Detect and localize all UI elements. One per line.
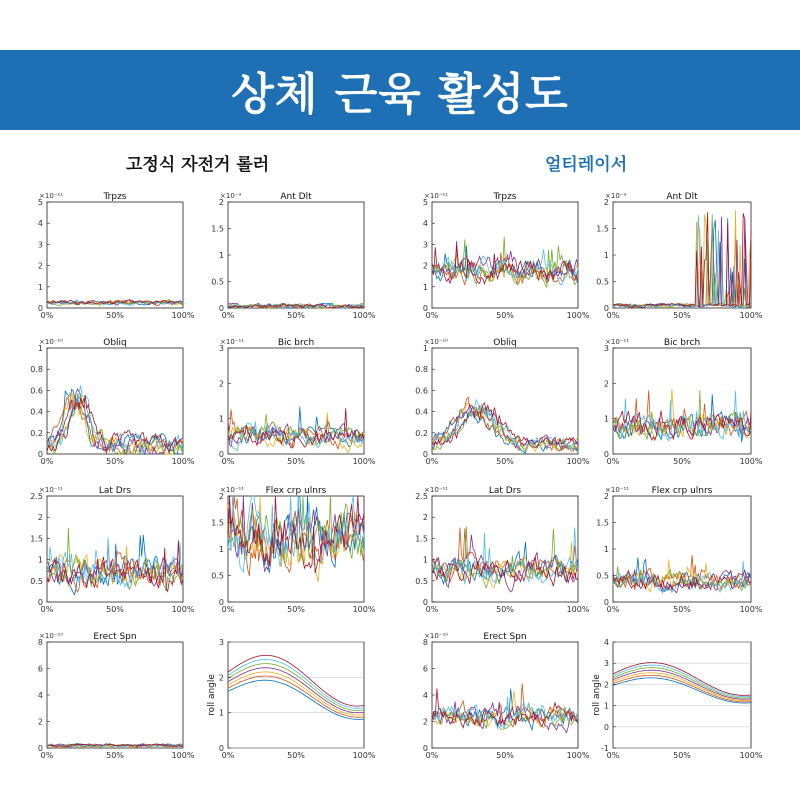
- x-tick-label: 50%: [496, 751, 514, 760]
- x-tick-label: 100%: [739, 751, 763, 760]
- y-tick-label: 2.5: [415, 492, 428, 501]
- y-tick-label: 2: [603, 379, 609, 389]
- x-tick-label: 50%: [673, 311, 691, 320]
- y-tick-label: 1: [218, 414, 224, 424]
- chart-title: Trpzs: [493, 192, 517, 202]
- y-tick-label: 2: [422, 261, 428, 271]
- y-tick-label: 2: [603, 198, 609, 207]
- axis-exponent: ×10⁻¹⁰: [424, 338, 449, 346]
- axis-exponent: ×10⁻¹⁰: [424, 632, 449, 640]
- x-tick-label: 50%: [496, 311, 514, 320]
- y-tick-label: 2: [37, 717, 43, 727]
- chart-L6: [211, 486, 376, 614]
- y-axis-label: roll angle: [592, 674, 602, 716]
- y-tick-label: 0.5: [596, 277, 609, 287]
- chart-title: Erect Spn: [93, 632, 137, 642]
- y-tick-label: 0.2: [415, 428, 428, 438]
- x-tick-label: 0%: [606, 311, 620, 320]
- x-tick-label: 50%: [106, 311, 124, 320]
- y-tick-label: 2: [603, 492, 609, 501]
- axis-exponent: ×10⁻¹¹: [39, 486, 64, 494]
- axis-exponent: ×10⁻¹¹: [220, 338, 245, 346]
- y-tick-label: 0: [218, 598, 224, 607]
- y-tick-label: 0: [37, 744, 43, 753]
- chart-L4: [219, 338, 376, 466]
- axis-exponent: ×10⁻¹¹: [220, 486, 245, 494]
- chart-title: Erect Spn: [483, 632, 527, 642]
- x-tick-label: 100%: [352, 311, 376, 320]
- plot-area: [47, 642, 183, 748]
- y-tick-label: 8: [37, 638, 43, 647]
- chart-title: Flex crp ulnrs: [265, 486, 327, 496]
- plot-area: [228, 202, 364, 308]
- y-tick-label: 1: [218, 251, 224, 260]
- x-tick-label: 0%: [606, 751, 620, 760]
- y-tick-label: 0.4: [30, 407, 43, 417]
- y-tick-label: 0.4: [415, 407, 428, 417]
- y-tick-label: 2: [218, 379, 224, 389]
- x-tick-label: 50%: [287, 457, 305, 466]
- plot-area: [432, 496, 578, 602]
- chart-R6: [596, 486, 763, 614]
- y-tick-label: 5: [37, 198, 43, 207]
- x-tick-label: 50%: [673, 605, 691, 614]
- y-tick-label: 1: [37, 555, 43, 565]
- chart-title: Obliq: [493, 338, 517, 348]
- x-tick-label: 100%: [566, 605, 590, 614]
- y-axis-label: roll angle: [207, 674, 217, 716]
- axis-exponent: ×10⁻⁹: [605, 192, 627, 200]
- chart-L5: [30, 486, 195, 614]
- y-tick-label: 0.6: [415, 386, 428, 396]
- x-tick-label: 100%: [739, 605, 763, 614]
- plot-area: [47, 202, 183, 308]
- y-tick-label: 0.2: [30, 428, 43, 438]
- y-tick-label: 1: [422, 282, 428, 292]
- y-tick-label: 2: [37, 513, 43, 523]
- x-tick-label: 50%: [287, 311, 305, 320]
- chart-title: Ant Dlt: [280, 192, 312, 202]
- y-tick-label: 1: [37, 282, 43, 292]
- y-tick-label: 0: [37, 598, 43, 607]
- y-tick-label: 4: [422, 691, 428, 700]
- x-tick-label: 50%: [106, 751, 124, 760]
- x-tick-label: 100%: [352, 751, 376, 760]
- chart-R8: [592, 638, 763, 760]
- x-tick-label: 0%: [221, 751, 235, 760]
- y-tick-label: 0: [422, 450, 428, 459]
- plot-area: [47, 348, 183, 454]
- y-tick-label: 1: [603, 545, 609, 554]
- x-tick-label: 0%: [425, 751, 439, 760]
- chart-R1: [423, 192, 590, 320]
- x-tick-label: 100%: [566, 751, 590, 760]
- chart-L1: [38, 192, 195, 320]
- y-tick-label: 4: [422, 219, 428, 229]
- x-tick-label: 100%: [352, 457, 376, 466]
- chart-L3: [30, 338, 195, 466]
- x-tick-label: 0%: [425, 311, 439, 320]
- y-tick-label: 1: [422, 344, 428, 353]
- chart-R2: [596, 192, 763, 320]
- y-tick-label: 1: [422, 555, 428, 565]
- x-tick-label: 100%: [171, 751, 195, 760]
- x-tick-label: 100%: [739, 457, 763, 466]
- x-tick-label: 0%: [425, 605, 439, 614]
- axis-exponent: ×10⁻¹¹: [605, 486, 630, 494]
- chart-title: Flex crp ulnrs: [651, 486, 713, 496]
- x-tick-label: 50%: [106, 457, 124, 466]
- axis-exponent: ×10⁻¹⁰: [39, 338, 64, 346]
- x-tick-label: 100%: [739, 311, 763, 320]
- y-tick-label: 3: [603, 344, 609, 353]
- y-tick-label: 0: [603, 304, 609, 313]
- x-tick-label: 100%: [566, 457, 590, 466]
- chart-R4: [604, 338, 763, 466]
- y-tick-label: 4: [37, 691, 43, 700]
- chart-title: Bic brch: [277, 338, 315, 348]
- plot-area: [432, 642, 578, 748]
- y-tick-label: 0.5: [596, 571, 609, 581]
- x-tick-label: 50%: [287, 605, 305, 614]
- y-tick-label: 8: [422, 638, 428, 647]
- chart-title: Trpzs: [103, 192, 127, 202]
- chart-title: Ant Dlt: [666, 192, 698, 202]
- y-tick-label: 0: [218, 744, 224, 753]
- y-tick-label: 1: [218, 708, 224, 718]
- axis-exponent: ×10⁻¹¹: [424, 192, 449, 200]
- chart-R7: [423, 632, 590, 760]
- x-tick-label: 0%: [40, 751, 54, 760]
- y-tick-label: 1.5: [596, 224, 609, 234]
- y-tick-label: 0: [422, 304, 428, 313]
- x-tick-label: 100%: [171, 605, 195, 614]
- y-tick-label: 1.5: [415, 534, 428, 544]
- y-tick-label: 0.8: [30, 365, 43, 375]
- y-tick-label: 2: [37, 261, 43, 271]
- x-tick-label: 50%: [496, 457, 514, 466]
- chart-title: Obliq: [103, 338, 127, 348]
- y-tick-label: 0: [603, 598, 609, 607]
- chart-L2: [211, 192, 376, 320]
- y-tick-label: 0.8: [415, 365, 428, 375]
- x-tick-label: 100%: [171, 457, 195, 466]
- axis-exponent: ×10⁻¹¹: [39, 192, 64, 200]
- x-tick-label: 0%: [221, 605, 235, 614]
- chart-L7: [38, 632, 195, 760]
- y-tick-label: 1.5: [30, 534, 43, 544]
- x-tick-label: 50%: [496, 605, 514, 614]
- x-tick-label: 0%: [606, 605, 620, 614]
- chart-R3: [415, 338, 590, 466]
- y-tick-label: 2: [218, 198, 224, 207]
- x-tick-label: 0%: [221, 457, 235, 466]
- y-tick-label: 2: [422, 513, 428, 523]
- axis-exponent: ×10⁻¹¹: [605, 338, 630, 346]
- y-tick-label: 0: [603, 450, 609, 459]
- y-tick-label: 0.5: [30, 576, 43, 586]
- plot-area: [228, 642, 364, 748]
- y-tick-label: 3: [218, 638, 224, 647]
- y-tick-label: 1.5: [596, 518, 609, 528]
- y-tick-label: 0: [37, 304, 43, 313]
- y-tick-label: 0.5: [211, 277, 224, 287]
- y-tick-label: 1.5: [211, 224, 224, 234]
- y-tick-label: 4: [37, 219, 43, 229]
- y-tick-label: 2: [218, 673, 224, 683]
- y-tick-label: 4: [603, 638, 609, 647]
- x-tick-label: 0%: [40, 605, 54, 614]
- x-tick-label: 0%: [221, 311, 235, 320]
- x-tick-label: 100%: [171, 311, 195, 320]
- x-tick-label: 0%: [606, 457, 620, 466]
- y-tick-label: 6: [422, 664, 428, 674]
- y-tick-label: 0: [422, 744, 428, 753]
- y-tick-label: 0: [218, 304, 224, 313]
- y-tick-label: 1.5: [211, 518, 224, 528]
- plot-area: [613, 202, 751, 308]
- x-tick-label: 0%: [40, 311, 54, 320]
- x-tick-label: 50%: [673, 457, 691, 466]
- chart-title: Lat Drs: [98, 486, 132, 496]
- y-tick-label: 2: [218, 492, 224, 501]
- y-tick-label: 2: [422, 717, 428, 727]
- y-tick-label: 5: [422, 198, 428, 207]
- x-tick-label: 50%: [673, 751, 691, 760]
- y-tick-label: 0: [218, 450, 224, 459]
- plot-area: [613, 348, 751, 454]
- y-tick-label: 1: [603, 701, 609, 711]
- y-tick-label: 3: [603, 659, 609, 669]
- y-tick-label: 0.6: [30, 386, 43, 396]
- x-tick-label: 100%: [566, 311, 590, 320]
- x-tick-label: 50%: [287, 751, 305, 760]
- y-tick-label: 0: [603, 722, 609, 732]
- axis-exponent: ×10⁻¹⁰: [39, 632, 64, 640]
- y-tick-label: 1: [603, 414, 609, 424]
- axis-exponent: ×10⁻⁹: [220, 192, 242, 200]
- y-tick-label: 1: [37, 344, 43, 353]
- left-panel-title: 고정식 자전거 롤러: [126, 155, 270, 175]
- y-tick-label: 3: [422, 240, 428, 250]
- y-tick-label: 1: [603, 251, 609, 260]
- page-title: 상체 근육 활성도: [231, 69, 569, 120]
- y-tick-label: -1: [601, 744, 609, 753]
- x-tick-label: 0%: [425, 457, 439, 466]
- axis-exponent: ×10⁻¹¹: [424, 486, 449, 494]
- y-tick-label: 0.5: [415, 576, 428, 586]
- y-tick-label: 0: [422, 598, 428, 607]
- right-panel-title: 얼티레이서: [545, 155, 628, 175]
- chart-title: Lat Drs: [488, 486, 522, 496]
- x-tick-label: 100%: [352, 605, 376, 614]
- y-tick-label: 2: [603, 680, 609, 690]
- y-tick-label: 6: [37, 664, 43, 674]
- chart-R5: [415, 486, 590, 614]
- x-tick-label: 50%: [106, 605, 124, 614]
- chart-L8: [207, 638, 376, 760]
- y-tick-label: 0: [37, 450, 43, 459]
- y-tick-label: 2.5: [30, 492, 43, 501]
- x-tick-label: 0%: [40, 457, 54, 466]
- y-tick-label: 3: [218, 344, 224, 353]
- y-tick-label: 0.5: [211, 571, 224, 581]
- chart-title: Bic brch: [663, 338, 701, 348]
- y-tick-label: 1: [218, 545, 224, 554]
- y-tick-label: 3: [37, 240, 43, 250]
